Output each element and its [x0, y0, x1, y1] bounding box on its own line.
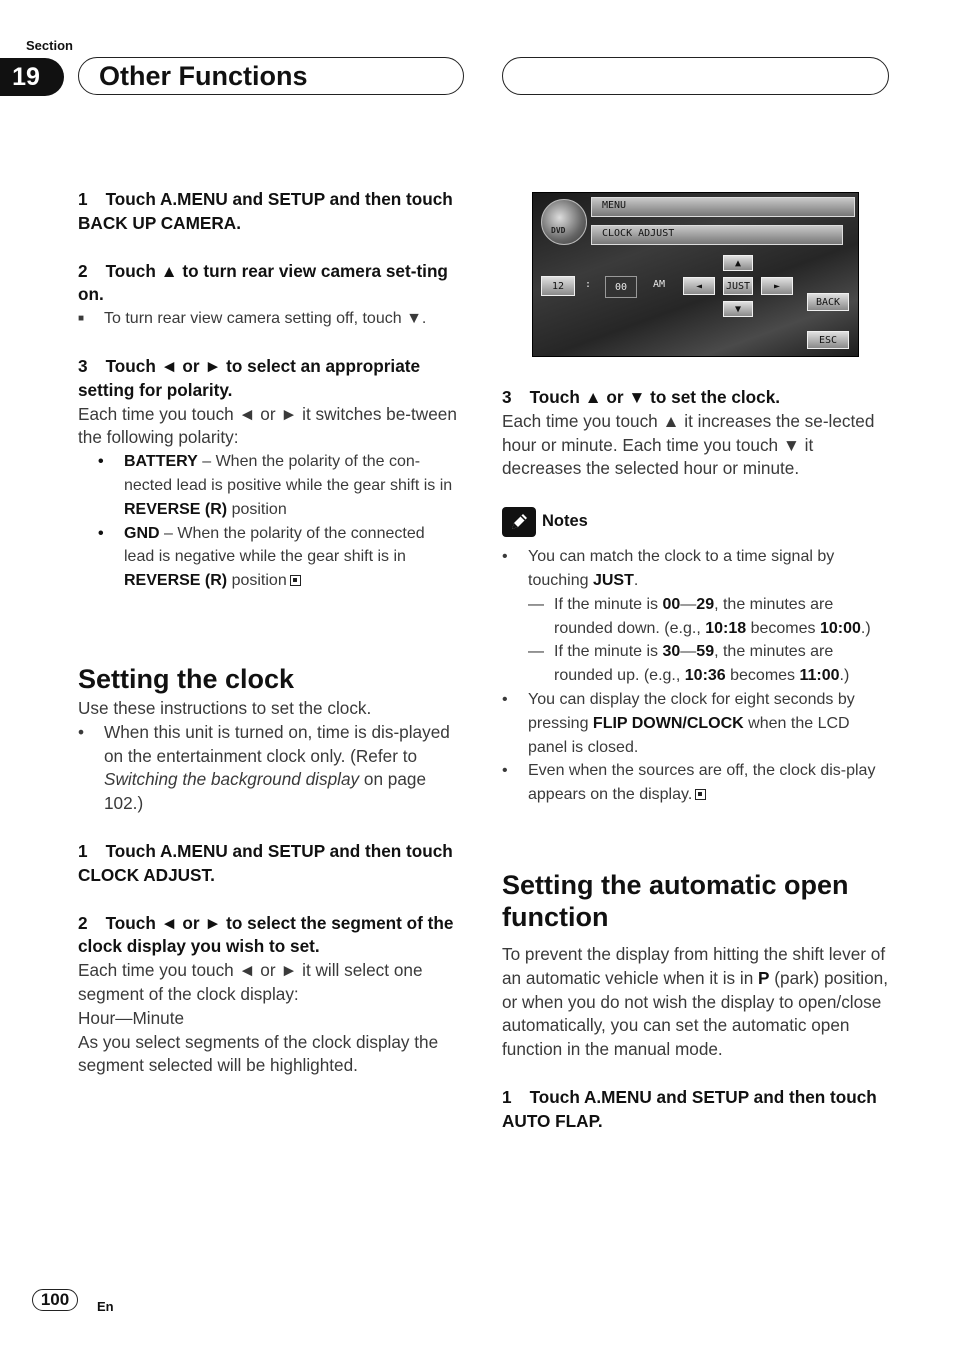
- clock-adjust-screen: [532, 192, 859, 357]
- hour-segment[interactable]: 12: [541, 276, 575, 296]
- cross-reference-link: Switching the background display: [104, 769, 360, 790]
- ampm-indicator: AM: [653, 279, 666, 290]
- section-label: Section: [26, 38, 73, 53]
- back-button[interactable]: BACK: [807, 293, 849, 311]
- clock-bullet: • When this unit is turned on, time is dis-played on the entertainment clock only. (Refer to Switching the background display on page 102.): [78, 721, 450, 814]
- note-round-up: — If the minute is 30—59, the minutes are rounded up. (e.g., 10:36 becomes 11:00.): [528, 643, 850, 685]
- clock-adjust-title-bar: CLOCK ADJUST: [591, 225, 843, 245]
- menu-title-bar: MENU: [591, 197, 855, 217]
- up-arrow-button[interactable]: ▲: [723, 255, 753, 271]
- right-arrow-button[interactable]: ►: [761, 277, 793, 295]
- step-3-clock: 3 Touch ▲ or ▼ to set the clock.: [502, 387, 781, 407]
- language-label: En: [97, 1299, 114, 1314]
- step-2-note: ■ To turn rear view camera setting off, touch ▼.: [78, 310, 427, 328]
- step-2-backup: 2 Touch ▲ to turn rear view camera set-ting on.: [78, 260, 448, 305]
- left-arrow-button[interactable]: ◄: [683, 277, 715, 295]
- note-flip-down: • You can display the clock for eight seconds by pressing FLIP DOWN/CLOCK when the LCD panel is closed.: [502, 690, 855, 756]
- heading-automatic-open-function: Setting the automatic open function: [502, 869, 849, 932]
- pencil-icon: [502, 507, 536, 537]
- step-3-clock-body: Each time you touch ▲ it increases the se-lected hour or minute. Each time you touch ▼ it decreases the selected hour or minute.: [502, 410, 875, 479]
- notes-title: Notes: [542, 512, 588, 531]
- dvd-logo: DVD: [541, 199, 587, 245]
- step-1-auto-flap: 1 Touch A.MENU and SETUP and then touch AUTO FLAP.: [502, 1086, 877, 1131]
- step-3-body: Each time you touch ◄ or ► it switches be-tween the following polarity:: [78, 403, 457, 448]
- note-just: • You can match the clock to a time signal by touching JUST.: [502, 548, 835, 589]
- bullet-battery: • BATTERY – When the polarity of the con-nected lead is positive while the gear shift is in REVERSE (R) position: [98, 453, 453, 518]
- end-mark-icon: [695, 789, 706, 800]
- time-colon: :: [585, 279, 592, 290]
- heading-setting-the-clock: Setting the clock: [78, 663, 295, 694]
- step-1-backup: 1 Touch A.MENU and SETUP and then touch BACK UP CAMERA.: [78, 189, 453, 233]
- bullet-gnd: • GND – When the polarity of the connected lead is negative while the gear shift is in REVERSE (R) position: [98, 524, 425, 590]
- down-arrow-button[interactable]: ▼: [723, 301, 753, 317]
- step-2-clock: 2 Touch ◄ or ► to select the segment of the clock display you wish to set.: [78, 912, 454, 957]
- notes-header: [502, 507, 890, 537]
- step-2-clock-highlight: As you select segments of the clock display the segment selected will be highlighted.: [78, 1031, 439, 1076]
- step-2-clock-body: Each time you touch ◄ or ► it will select one segment of the clock display:: [78, 960, 423, 1004]
- note-round-down: — If the minute is 00—29, the minutes are rounded down. (e.g., 10:18 becomes 10:00.): [528, 595, 871, 637]
- chapter-title: Other Functions: [78, 57, 464, 95]
- section-number-badge: 19: [0, 58, 64, 96]
- note-sources-off: • Even when the sources are off, the clock dis-play appears on the display.: [502, 762, 876, 804]
- notes-list: [502, 545, 890, 807]
- just-button[interactable]: JUST: [723, 277, 753, 295]
- step-2-clock-sequence: Hour—Minute: [78, 1007, 185, 1028]
- header-right-box: [502, 57, 889, 95]
- clock-intro: Use these instructions to set the clock.: [78, 697, 372, 718]
- esc-button[interactable]: ESC: [807, 331, 849, 349]
- end-mark-icon: [290, 575, 301, 586]
- right-column: [502, 386, 890, 1134]
- auto-open-body: To prevent the display from hitting the shift lever of an automatic vehicle when it is in P (park) position, or when you do not wish the display to open/close automatically, you can set the automatic open function in the manual mode.: [502, 943, 888, 1060]
- step-3-backup: 3 Touch ◄ or ► to select an appropriate setting for polarity.: [78, 355, 421, 400]
- step-1-clock: 1 Touch A.MENU and SETUP and then touch CLOCK ADJUST.: [78, 840, 453, 885]
- page-number: 100: [32, 1289, 78, 1311]
- left-column: [78, 188, 458, 1078]
- minute-segment[interactable]: 00: [605, 276, 637, 298]
